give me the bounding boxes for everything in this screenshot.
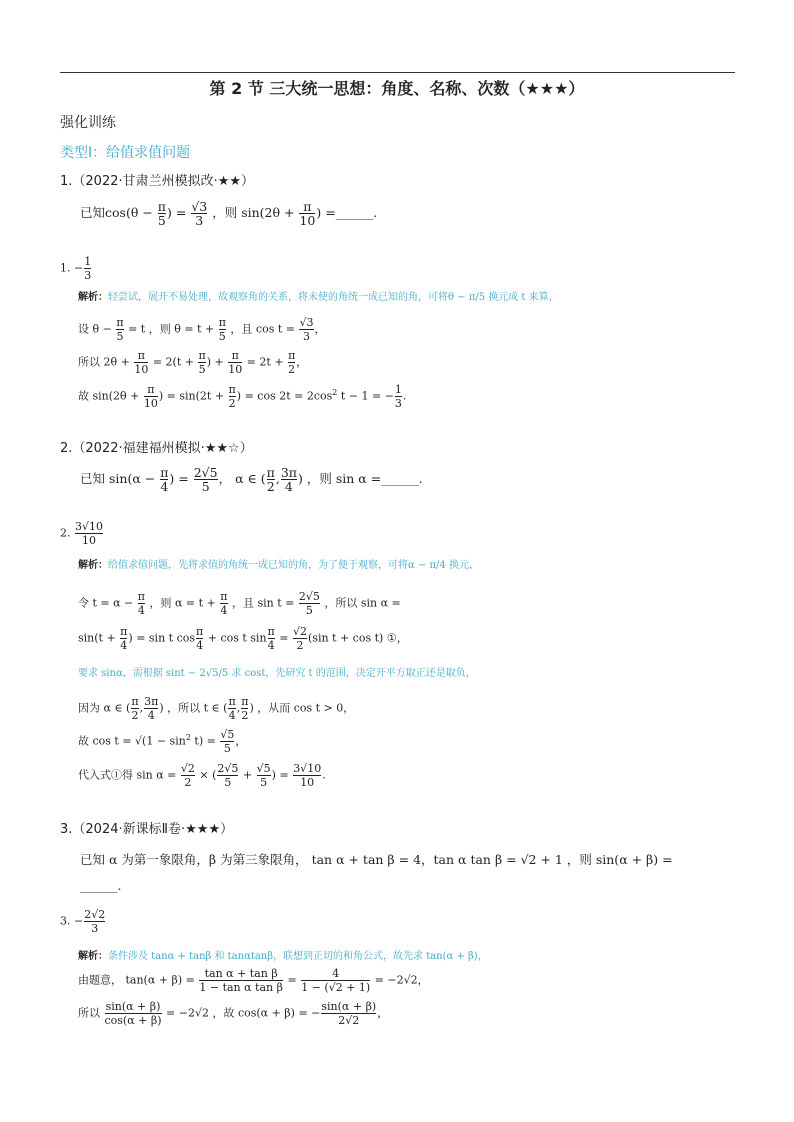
fraction: $\frac{\pi}{2}$ bbox=[241, 695, 249, 722]
section-heading: 强化训练 bbox=[60, 115, 116, 131]
p1-line-3: 故 sin(2θ + $\frac{\pi}{10}$ ) = sin(2t + $\frac{\pi}{2}$ ) = $\cos 2t = 2\cos^2$ t − 1 = − $\frac{1}{3}$ . bbox=[78, 383, 407, 410]
text: ，则 bbox=[149, 596, 172, 610]
fraction: $\frac{\pi}{4}$ bbox=[196, 625, 204, 652]
text: ，且 bbox=[232, 596, 254, 610]
fraction: $\frac{2√5}{5}$ bbox=[217, 762, 239, 789]
q-end: = bbox=[662, 852, 673, 867]
fraction: $\frac{1}{3}$ bbox=[84, 255, 92, 282]
type-heading: 类型Ⅰ：给值求值问题 bbox=[60, 145, 191, 161]
p1-line-2: 所以 2θ + $\frac{\pi}{10}$ = 2(t + $\frac{\pi}{5}$ ) + $\frac{\pi}{10}$ = 2t + $\frac{\pi}{2}$ ， bbox=[78, 349, 308, 376]
fraction: $\frac{\pi}{4}$ bbox=[160, 465, 169, 494]
fraction: $\frac{\pi}{2}$ bbox=[131, 695, 139, 722]
fraction: $\frac{\pi}{10}$ bbox=[134, 349, 149, 376]
p3-line-1: 由题意， tan(α + β) = $\frac{\text{tan α + tan β}}{\text{1 − tan α tan β}}$ = $\frac{4}{1 - (√2 + 1)}$ = −2√2， bbox=[78, 967, 429, 994]
fraction: $\frac{\pi}{10}$ bbox=[228, 349, 243, 376]
analysis-text: 条件涉及 tanα + tanβ 和 tanαtanβ，联想到正切的和角公式，故先求 tan(α + β)， bbox=[108, 951, 488, 962]
p3-line-2: 所以 $\frac{\sin(\alpha + \beta)}{\cos(\alpha + \beta)}$ = −2√2 ，故 cos(α + β) = − $\frac{\sin(\alpha + \beta)}{2√2}$ ， bbox=[78, 1000, 389, 1027]
q-mid: ，则 bbox=[212, 205, 238, 220]
text: ①， bbox=[386, 631, 408, 645]
fraction: $\frac{√3}{3}$ bbox=[299, 316, 314, 343]
answer-number: 2. bbox=[60, 526, 71, 540]
answer-number: 3. bbox=[60, 914, 71, 928]
fraction: $\frac{3\pi}{4}$ bbox=[280, 465, 297, 494]
fraction: $\frac{2√5}{5}$ bbox=[193, 465, 218, 494]
fraction: $\frac{3√10}{10}$ bbox=[293, 762, 322, 789]
answer-2 bbox=[60, 520, 104, 547]
header-rule bbox=[60, 72, 735, 73]
text: ，所以 bbox=[167, 701, 201, 715]
answer-number: 1. bbox=[60, 261, 71, 275]
analysis-text: 轻尝试，展开不易处理，故观察角的关系，将未使的角统一成已知的角，可将θ − π/5 换元成 t 来算， bbox=[108, 292, 559, 303]
answer-3: 3. − $\frac{2√2}{3}$ bbox=[60, 908, 106, 935]
p2-line-4: 因为 α ∈ ( $\frac{\pi}{2}$ , $\frac{3\pi}{4}$ ) ，所以 t ∈ ( $\frac{\pi}{4}$ , $\frac{\pi}{2}$ ) ，从而 cos t > 0， bbox=[78, 695, 355, 722]
fraction: $\frac{4}{1 - (√2 + 1)}$ bbox=[301, 967, 371, 994]
problem-1-header: 1.（2022·甘肃兰州模拟改·★★） bbox=[60, 174, 255, 189]
fraction: $\frac{\sin(\alpha + \beta)}{\cos(\alpha + \beta)}$ bbox=[104, 1000, 162, 1027]
fraction: $\frac{\pi}{4}$ bbox=[228, 695, 236, 722]
q-lead: 已知 bbox=[80, 471, 106, 486]
problem-3-question: 已知 α 为第一象限角，β 为第三象限角， tan α + tan β = 4，tan α tan β = √2 + 1 ，则 sin(α + β) = bbox=[80, 852, 673, 867]
text: 设 bbox=[78, 322, 89, 336]
fraction: $\frac{√2}{2}$ bbox=[180, 762, 195, 789]
fraction: $\frac{3√10}{10}$ bbox=[75, 520, 104, 547]
fraction: $\frac{√5}{5}$ bbox=[256, 762, 271, 789]
fraction: $\frac{\pi}{4}$ bbox=[267, 625, 275, 652]
problem-3-blank: ______. bbox=[80, 878, 122, 893]
fraction: $\frac{\pi}{5}$ bbox=[157, 199, 166, 228]
fraction: $\frac{\pi}{5}$ bbox=[198, 349, 206, 376]
fraction: $\frac{\pi}{2}$ bbox=[228, 383, 236, 410]
fraction: $\frac{\pi}{4}$ bbox=[120, 625, 128, 652]
text: 令 bbox=[78, 596, 89, 610]
fraction: $\frac{\text{tan α + tan β}}{\text{1 − tan α tan β}}$ bbox=[199, 967, 283, 994]
fraction: $\frac{\pi}{2}$ bbox=[266, 465, 275, 494]
p1-line-1: 设 θ − $\frac{\pi}{5}$ = t ，则 θ = t + $\frac{\pi}{5}$ ，且 cos t = $\frac{√3}{3}$ ， bbox=[78, 316, 326, 343]
text: ，且 bbox=[230, 322, 253, 336]
analysis-label: 解析： bbox=[78, 951, 108, 962]
text: 所以 bbox=[78, 355, 100, 369]
p2-line-2: sin(t + $\frac{\pi}{4}$ ) = sin t cos $\frac{\pi}{4}$ + cos t sin $\frac{\pi}{4}$ = $\frac{√2}{2}$ (sin t + cos t) ①， bbox=[78, 625, 408, 652]
text: 因为 bbox=[78, 701, 100, 715]
p2-line-6: 代入式①得 sin α = $\frac{√2}{2}$ × ( $\frac{2√5}{5}$ + $\frac{√5}{5}$ ) = $\frac{3√10}{10}$ . bbox=[78, 762, 326, 789]
fraction: $\frac{2√2}{3}$ bbox=[84, 908, 106, 935]
problem-3-header: 3.（2024·新课标Ⅱ卷·★★★） bbox=[60, 822, 234, 837]
p2-line-1: 令 t = α − $\frac{\pi}{4}$ ，则 α = t + $\frac{\pi}{4}$ ，且 sin t = $\frac{2√5}{5}$ ，所以 sin α = bbox=[78, 590, 401, 617]
q-mid: ，则 bbox=[306, 471, 332, 486]
text: ，所以 bbox=[324, 596, 358, 610]
text: 故 bbox=[78, 389, 89, 403]
fraction: $\frac{\pi}{5}$ bbox=[218, 316, 226, 343]
problem-2-header: 2.（2022·福建福州模拟·★★☆） bbox=[60, 441, 253, 456]
text: ，故 bbox=[212, 1006, 235, 1020]
text: 由题意， bbox=[78, 973, 122, 987]
fraction: $\frac{\pi}{10}$ bbox=[143, 383, 158, 410]
text: ，从而 bbox=[257, 701, 291, 715]
q-end: =______. bbox=[370, 471, 423, 486]
fraction: $\frac{1}{3}$ bbox=[394, 383, 402, 410]
text: 所以 bbox=[78, 1006, 100, 1020]
analysis-3 bbox=[78, 947, 488, 962]
problem-1-question: 已知cos(θ − $\frac{\pi}{5}$ ) = $\frac{√3}{3}$ ，则 sin(2θ + $\frac{\pi}{10}$ ) =______. bbox=[80, 199, 378, 228]
analysis-2 bbox=[78, 556, 479, 571]
text: 故 bbox=[78, 734, 89, 748]
text: ，则 bbox=[148, 322, 171, 336]
answer-1: 1. − $\frac{1}{3}$ bbox=[60, 255, 92, 282]
p2-line-5: 故 $\cos t = √(1 - \sin^2 t)$ = $\frac{√5}{5}$ ， bbox=[78, 728, 247, 755]
q-end: =______. bbox=[325, 205, 378, 220]
fraction: $\frac{\pi}{10}$ bbox=[299, 199, 316, 228]
q-mid: ，则 bbox=[566, 852, 592, 867]
fraction: $\frac{\pi}{4}$ bbox=[137, 590, 145, 617]
problem-2-question: 已知 sin(α − $\frac{\pi}{4}$ ) = $\frac{2√5}{5}$ ， α ∈ ( $\frac{\pi}{2}$ , $\frac{3\pi}{4}$ ) ，则 sin α =______. bbox=[80, 465, 423, 494]
fraction: $\frac{√5}{5}$ bbox=[220, 728, 235, 755]
q-lead: 已知 bbox=[80, 205, 106, 220]
analysis-1 bbox=[78, 288, 559, 303]
fraction: $\frac{3\pi}{4}$ bbox=[144, 695, 159, 722]
text: 代入式①得 bbox=[78, 768, 133, 782]
fraction: $\frac{√3}{3}$ bbox=[191, 199, 208, 228]
fraction: $\frac{2√5}{5}$ bbox=[298, 590, 320, 617]
fraction: $\frac{\pi}{5}$ bbox=[116, 316, 124, 343]
p2-line-3: 要求 sinα，需根据 sint − 2√5/5 求 cost，先研究 t 的范围，决定开平方取正还是取负， bbox=[78, 668, 476, 679]
analysis-label: 解析： bbox=[78, 560, 108, 571]
analysis-label: 解析： bbox=[78, 292, 108, 303]
fraction: $\frac{\sin(\alpha + \beta)}{2√2}$ bbox=[321, 1000, 377, 1027]
fraction: $\frac{\pi}{4}$ bbox=[220, 590, 228, 617]
analysis-text: 给值求值问题，先将求值的角统一成已知的角，为了便于观察，可将α − π/4 换元， bbox=[108, 560, 479, 571]
q-text: 已知 α 为第一象限角，β 为第三象限角， bbox=[80, 852, 308, 867]
fraction: $\frac{√2}{2}$ bbox=[293, 625, 308, 652]
fraction: $\frac{\pi}{2}$ bbox=[288, 349, 296, 376]
page-title: 第 2 节 三大统一思想：角度、名称、次数（★★★） bbox=[209, 79, 585, 98]
